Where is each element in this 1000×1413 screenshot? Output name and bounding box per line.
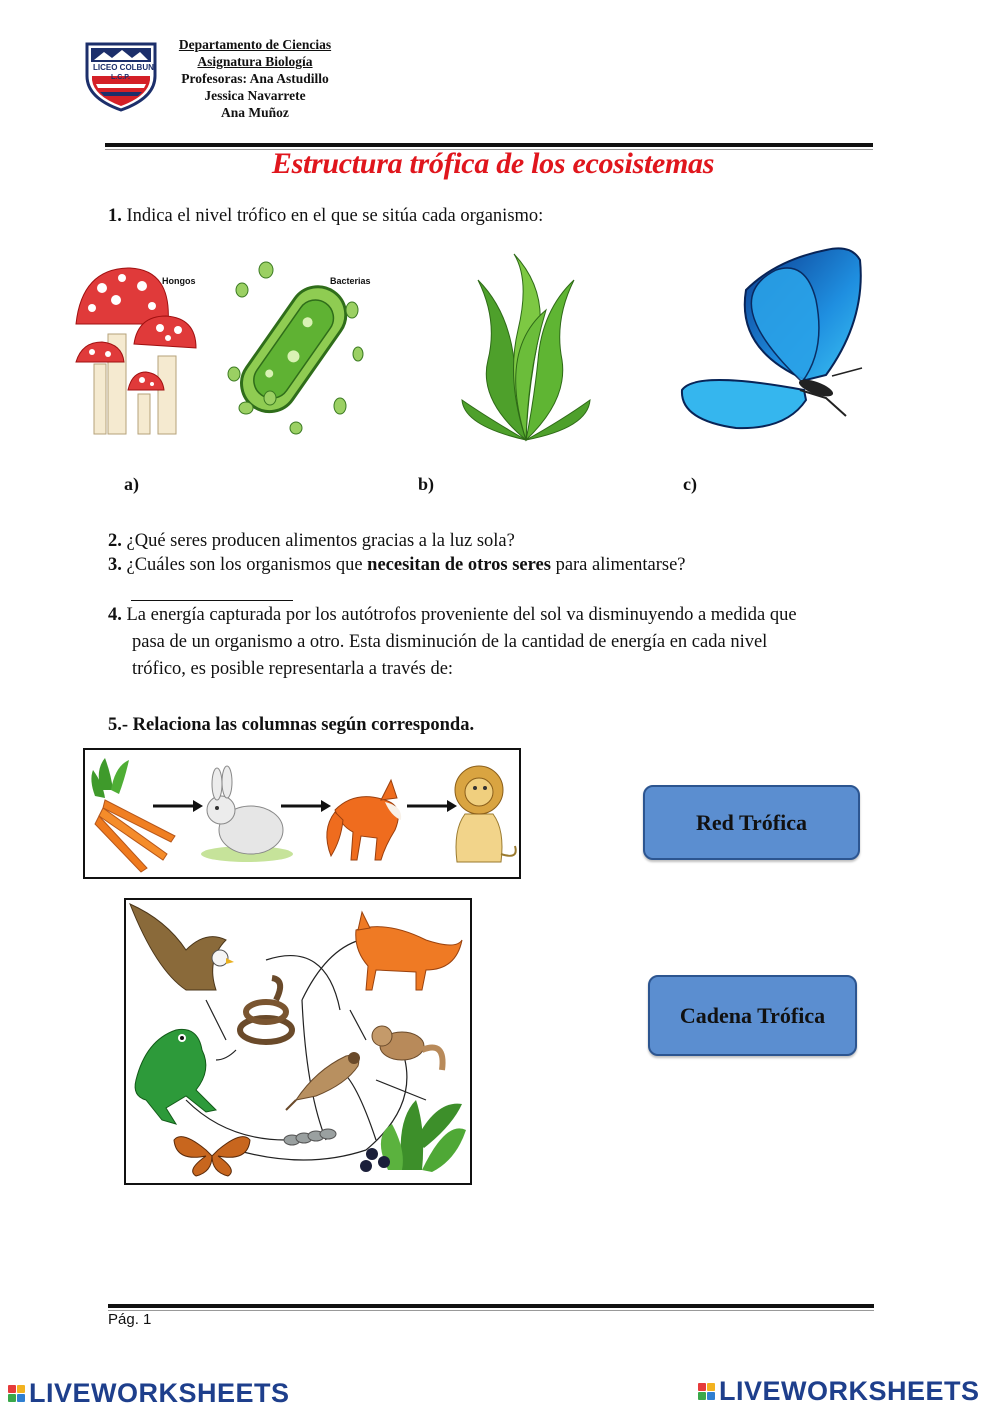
question-4-line-1: La energía capturada por los autótrofos proveniente del sol va disminuyendo a medida que xyxy=(126,605,797,625)
chipmunk-icon xyxy=(372,1026,443,1070)
answer-label-b: b) xyxy=(418,474,435,494)
food-chain-image[interactable] xyxy=(83,748,521,879)
question-2 xyxy=(108,528,515,555)
brand-left[interactable] xyxy=(8,1378,290,1409)
question-4-number: 4. xyxy=(108,605,122,625)
question-3-number: 3. xyxy=(108,555,122,575)
brand-right-text: LIVEWORKSHEETS xyxy=(719,1376,980,1406)
fox-icon xyxy=(356,912,462,990)
frog-icon xyxy=(135,1029,216,1124)
question-1-number: 1. xyxy=(108,206,122,226)
cadena-trofica-button[interactable]: Cadena Trófica xyxy=(648,975,857,1056)
liveworksheets-logo-icon xyxy=(698,1383,715,1400)
header-subject: Asignatura Biología xyxy=(197,54,313,69)
page-title: Estructura trófica de los ecosistemas xyxy=(271,147,715,180)
header-department: Departamento de Ciencias xyxy=(178,37,332,52)
question-4 xyxy=(108,602,888,683)
bacteria-label: Bacterias xyxy=(330,276,371,286)
carrot-icon xyxy=(91,758,175,872)
butterfly-icon xyxy=(174,1137,250,1176)
question-3 xyxy=(108,552,686,579)
question-5: 5.- Relaciona las columnas según corresponda. xyxy=(108,715,475,735)
page-number: Pág. 1 xyxy=(108,1311,152,1328)
question-3-text-post: para alimentarse? xyxy=(550,555,686,575)
footer-divider-thin xyxy=(108,1310,874,1311)
bacteria-image xyxy=(222,258,371,436)
fungi-label: Hongos xyxy=(162,276,196,286)
school-logo xyxy=(84,40,158,112)
question-2-number: 2. xyxy=(108,531,122,551)
plant-icon xyxy=(360,1100,466,1172)
mushrooms-image xyxy=(72,264,202,436)
brand-right[interactable] xyxy=(698,1376,980,1407)
footer-divider xyxy=(108,1304,874,1308)
question-2-text: ¿Qué seres producen alimentos gracias a la luz sola? xyxy=(126,531,515,551)
rabbit-icon xyxy=(201,766,293,862)
seaweed-image xyxy=(458,250,594,445)
question-3-text-pre: ¿Cuáles son los organismos que xyxy=(126,555,368,575)
header-block xyxy=(150,36,360,121)
question-4-line-2: pasa de un organismo a otro. Esta disminución de la cantidad de energía en cada nivel xyxy=(132,632,768,652)
header-teacher-3: Ana Muñoz xyxy=(221,105,289,120)
question-3-text-bold: necesitan de otros seres xyxy=(367,555,551,575)
bird-icon xyxy=(286,1052,360,1110)
eagle-icon xyxy=(130,904,234,990)
caterpillar-icon xyxy=(284,1129,336,1145)
question-1-text: Indica el nivel trófico en el que se sitúa cada organismo: xyxy=(126,206,544,226)
snake-icon xyxy=(240,978,292,1042)
answer-label-a: a) xyxy=(124,474,139,494)
liveworksheets-logo-icon xyxy=(8,1385,25,1402)
answer-label-c: c) xyxy=(683,474,697,494)
lion-icon xyxy=(455,766,516,862)
butterfly-image xyxy=(676,240,866,435)
food-web-image[interactable] xyxy=(124,898,472,1185)
red-trofica-button[interactable]: Red Trófica xyxy=(643,785,860,860)
brand-left-text: LIVEWORKSHEETS xyxy=(29,1378,290,1408)
header-teacher-2: Jessica Navarrete xyxy=(204,88,306,103)
question-4-line-3: trófico, es posible representarla a través de: xyxy=(132,659,454,679)
logo-text-top: LICEO COLBUN xyxy=(93,63,154,72)
logo-text-bottom: L.C.P. xyxy=(111,74,130,81)
answer-blank-line[interactable] xyxy=(131,600,293,601)
question-1 xyxy=(108,203,543,230)
fox-icon xyxy=(327,780,401,860)
header-teacher-1: Profesoras: Ana Astudillo xyxy=(181,71,329,86)
